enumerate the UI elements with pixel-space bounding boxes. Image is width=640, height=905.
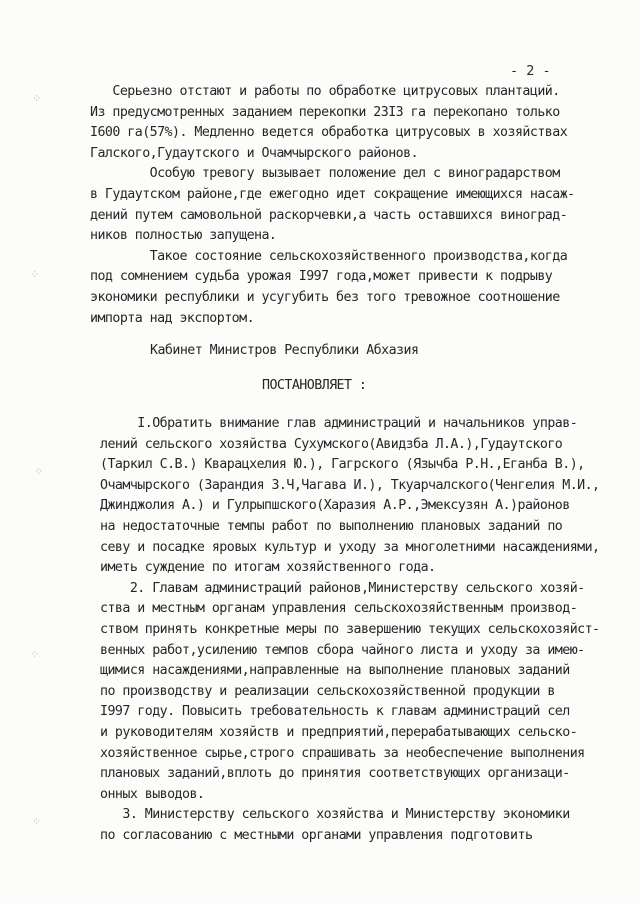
paragraph-citrus [90,82,635,164]
text-line: севу и посадке яровых культур и уходу за многолетними насаждениями, [100,539,600,555]
text-line: 3. Министерству сельского хозяйства и Министерству экономики [100,807,570,823]
text-line: I.Обратить внимание глав администраций и начальников управ- [100,416,578,431]
text-line: 2. Главам администраций районов,Министерству сельского хозяй- [100,580,585,596]
decree-item-2 [100,579,635,806]
text-line: иметь суждение по итогам хозяйственного года. [100,560,436,576]
text-line: по согласованию с местными органами управления подготовить [100,827,533,843]
text-line: в Гудаутском районе,где ежегодно идет сокращение имеющихся насаж- [90,186,575,202]
text-line: I600 га(57%). Медленно ведется обработка цитрусовых в хозяйствах [90,125,568,141]
text-line: Серьезно отстают и работы по обработке цитрусовых плантаций. [90,84,560,99]
text-line: под сомнением судьба урожая I997 года,может привести к подрыву [90,269,553,285]
text-line: Из предусмотренных заданием перекопки 23I3 га перекопано только [90,104,560,120]
text-line: дений путем самовольной раскорчевки,а часть оставшихся виноград- [90,207,568,223]
paragraph-economy [90,247,635,329]
text-line: щимися насаждениями,направленные на выполнение плановых заданий [100,663,570,679]
text-line: онных выводов. [100,786,205,802]
text-line: Джинджолия А.) и Гулрыпшского(Харазия А.Р.,Эмексузян А.)районов [100,498,570,514]
punch-hole-mark: ⁘ [30,268,40,281]
text-line: импорта над экспортом. [90,310,255,326]
decree-heading: ПОСТАНОВЛЯЕТ : [262,378,367,393]
text-line: венных работ,усилению темпов сбора чайного листа и уходу за имею- [100,642,585,658]
punch-hole-mark: ⁘ [30,648,40,661]
text-line: лений сельского хозяйства Сухумского(Авидзба Л.А.),Гудаутского [100,436,563,452]
text-line: экономики республики и усугубить без того тревожное соотношение [90,289,560,305]
text-line: Галского,Гудаутского и Очамчырского районов. [90,145,419,161]
text-line: плановых заданий,вплоть до принятия соответствующих организаци- [100,766,570,782]
body-text-top [90,82,635,329]
body-text-items [100,414,635,846]
text-line: Такое состояние сельскохозяйственного производства,когда [90,248,568,264]
decree-item-3 [100,805,635,846]
text-line: ников полностью запущена. [90,228,277,244]
text-line: ства и местным органам управления сельскохозяйственным производ- [100,601,578,617]
punch-hole-mark: ⁘ [32,92,42,105]
text-line: ством принять конкретные меры по завершению текущих сельскохозяйст- [100,621,600,637]
text-line: Очамчырского (Зарандия З.Ч,Чагава И.), Ткуарчалского(Ченгелия М.И., [100,477,600,493]
text-line: (Таркил С.В.) Кварацхелия Ю.), Гагрского (Язычба Р.Н.,Еганба В.), [100,457,585,473]
text-line: и руководителям хозяйств и предприятий,перерабатывающих сельско- [100,724,578,740]
text-line: хозяйственное сырье,строго спрашивать за необеспечение выполнения [100,745,585,761]
text-line: Особую тревогу вызывает положение дел с виноградарством [90,166,560,182]
text-line: по производству и реализации сельскохозяйственной продукции в [100,683,555,699]
punch-hole-mark: ⁘ [34,465,44,478]
punch-hole-mark: ⁘ [32,815,42,828]
page-number: - 2 - [510,63,551,79]
issuer-heading: Кабинет Министров Республики Абхазия [150,343,419,358]
text-line: I997 году. Повысить требовательность к главам администраций сел [100,704,570,720]
decree-item-1 [100,414,635,579]
text-line: на недостаточные темпы работ по выполнению плановых заданий по [100,518,563,534]
paragraph-vineyards [90,164,635,246]
